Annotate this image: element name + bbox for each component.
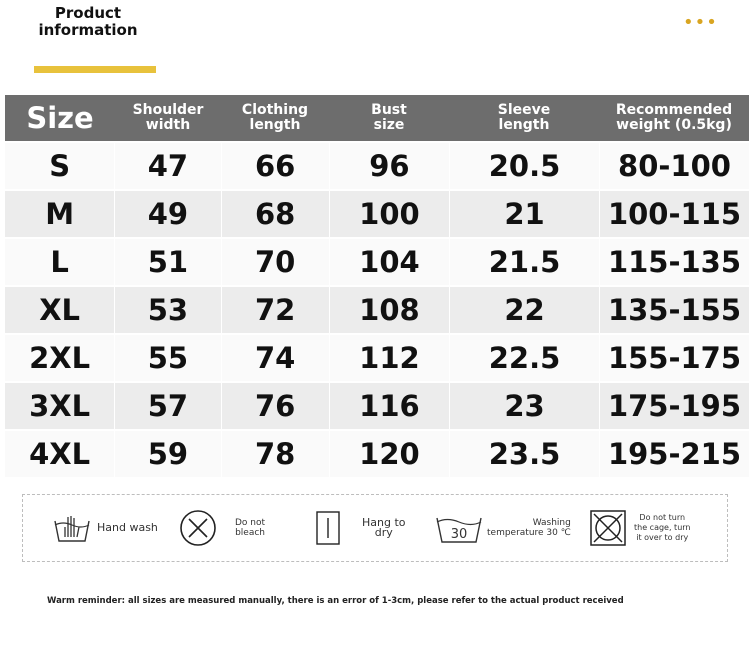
cell-size: 2XL (29, 341, 91, 375)
header-bust (329, 103, 449, 133)
cell-clothing: 74 (221, 335, 329, 381)
cell-sleeve: 22 (449, 287, 599, 333)
more-dots-icon[interactable]: ••• (683, 12, 718, 33)
cell-shoulder: 51 (114, 239, 220, 285)
cell-bust: 116 (329, 383, 449, 429)
header-shoulder (115, 103, 221, 133)
header-weight-l1: Recommended (615, 102, 733, 118)
cell-bust: 100 (329, 191, 449, 237)
header-bust-l2: size (373, 117, 405, 133)
header-bust-l1: Bust (371, 102, 407, 118)
cell-weight: 80-100 (599, 143, 749, 189)
cell-clothing: 72 (221, 287, 329, 333)
cell-bust: 120 (329, 431, 449, 477)
header-clothing (221, 103, 329, 133)
cell-sleeve: 21.5 (449, 239, 599, 285)
no-tumble-label (634, 513, 690, 543)
wash-temp-l1: Washing (532, 518, 571, 528)
no-bleach-l2: bleach (235, 528, 265, 538)
cell-size: 4XL (29, 437, 91, 471)
cell-sleeve: 23.5 (449, 431, 599, 477)
care-hang-dry (316, 495, 406, 561)
header-size: Size (26, 101, 94, 135)
cell-sleeve: 22.5 (449, 335, 599, 381)
no-bleach-label (235, 518, 265, 538)
hang-dry-l1: Hang to (362, 516, 406, 529)
cell-shoulder: 47 (114, 143, 220, 189)
title-line-2: information (38, 21, 138, 39)
cell-bust: 104 (329, 239, 449, 285)
cell-weight: 135-155 (599, 287, 749, 333)
cell-weight: 195-215 (599, 431, 749, 477)
cell-shoulder: 53 (114, 287, 220, 333)
cell-weight: 155-175 (599, 335, 749, 381)
cell-shoulder: 49 (114, 191, 220, 237)
no-tumble-dry-icon (590, 510, 626, 546)
cell-clothing: 66 (221, 143, 329, 189)
hand-wash-label: Hand wash (97, 521, 158, 534)
cell-size: M (45, 197, 75, 231)
wash-temp-label (487, 518, 571, 538)
cell-clothing: 76 (221, 383, 329, 429)
cell-sleeve: 20.5 (449, 143, 599, 189)
cell-sleeve: 23 (449, 383, 599, 429)
table-row (5, 431, 749, 477)
cell-shoulder: 55 (114, 335, 220, 381)
wash-temp-number: 30 (450, 527, 468, 542)
cell-size: XL (39, 293, 81, 327)
cell-weight: 100-115 (599, 191, 749, 237)
page-title (28, 5, 148, 39)
cell-shoulder: 57 (114, 383, 220, 429)
table-header (5, 95, 749, 141)
no-tumble-l2: the cage, turn (634, 523, 691, 532)
no-tumble-l3: it over to dry (636, 533, 689, 542)
table-row (5, 191, 749, 237)
no-bleach-icon (179, 509, 217, 547)
hang-dry-icon (316, 511, 340, 545)
header-weight-l2: weight (0.5kg) (616, 117, 732, 133)
care-wash-temp (435, 495, 571, 561)
care-no-bleach (179, 495, 265, 561)
cell-size: S (49, 149, 71, 183)
header-sleeve-l2: length (498, 117, 550, 133)
header-weight (599, 103, 749, 133)
warm-reminder: Warm reminder: all sizes are measured manually, there is an error of 1-3cm, please refer to the actual product received (47, 596, 624, 606)
cell-clothing: 70 (221, 239, 329, 285)
wash-temp-l2: temperature 30 ℃ (487, 528, 571, 538)
table-row (5, 335, 749, 381)
table-row (5, 383, 749, 429)
hand-wash-icon (53, 513, 91, 543)
hang-dry-label (362, 518, 406, 538)
care-instructions (22, 494, 728, 562)
cell-bust: 96 (329, 143, 449, 189)
cell-bust: 108 (329, 287, 449, 333)
cell-size: 3XL (29, 389, 91, 423)
size-table (5, 95, 749, 477)
title-accent-bar (34, 66, 156, 73)
cell-weight: 175-195 (599, 383, 749, 429)
title-line-1: Product (54, 4, 122, 22)
cell-sleeve: 21 (449, 191, 599, 237)
cell-bust: 112 (329, 335, 449, 381)
table-row (5, 143, 749, 189)
header-shoulder-l2: width (145, 117, 191, 133)
header-sleeve-l1: Sleeve (497, 102, 551, 118)
cell-weight: 115-135 (599, 239, 749, 285)
care-no-tumble (590, 495, 690, 561)
cell-shoulder: 59 (114, 431, 220, 477)
no-bleach-l1: Do not (235, 518, 266, 528)
header-clothing-l1: Clothing (241, 102, 309, 118)
cell-clothing: 78 (221, 431, 329, 477)
cell-size: L (50, 245, 69, 279)
header-shoulder-l1: Shoulder (132, 102, 204, 118)
care-hand-wash (53, 495, 158, 561)
table-row (5, 287, 749, 333)
no-tumble-l1: Do not turn (639, 513, 686, 522)
table-row (5, 239, 749, 285)
wash-temp-icon (435, 512, 483, 544)
header-sleeve (449, 103, 599, 133)
hang-dry-l2: dry (374, 526, 393, 539)
cell-clothing: 68 (221, 191, 329, 237)
header-clothing-l2: length (249, 117, 301, 133)
